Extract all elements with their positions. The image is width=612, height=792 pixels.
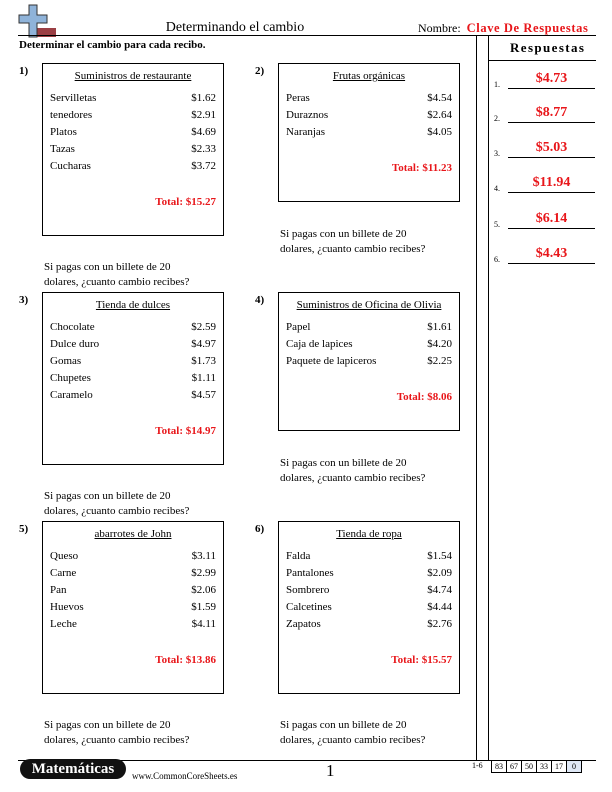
item-price: $2.09 xyxy=(427,567,452,579)
instructions: Determinar el cambio para cada recibo. xyxy=(19,39,206,51)
receipt-title xyxy=(43,299,223,311)
answer-value: $8.77 xyxy=(535,105,568,120)
receipt-line-item xyxy=(50,355,216,369)
question-line-1: Si pagas con un billete de 20 xyxy=(280,228,407,240)
question-line-1: Si pagas con un billete de 20 xyxy=(280,457,407,469)
item-price: $2.76 xyxy=(427,618,452,630)
name-label: Nombre: xyxy=(418,21,461,35)
item-price: $4.05 xyxy=(427,126,452,138)
receipt-box xyxy=(278,63,460,202)
item-price: $4.97 xyxy=(191,338,216,350)
answer-number: 2. xyxy=(494,114,500,123)
item-price: $2.91 xyxy=(191,109,216,121)
receipt-title xyxy=(279,299,459,311)
receipt-title xyxy=(279,70,459,82)
item-name: Gomas xyxy=(50,355,82,367)
item-price: $1.54 xyxy=(427,550,452,562)
item-name: Duraznos xyxy=(286,109,329,121)
answer-value: $6.14 xyxy=(535,211,568,226)
question-line-2: dolares, ¿cuanto cambio recibes? xyxy=(44,276,190,288)
page-number: 1 xyxy=(326,761,335,780)
receipt-total: Total: $15.57 xyxy=(391,654,452,666)
score-cell: 17 xyxy=(551,760,567,773)
item-price: $1.61 xyxy=(427,321,452,333)
item-name: Caramelo xyxy=(50,389,93,401)
answer-value: $4.73 xyxy=(535,71,568,86)
item-price: $2.99 xyxy=(191,567,216,579)
item-price: $4.20 xyxy=(427,338,452,350)
receipt-line-item xyxy=(286,355,452,369)
item-name: tenedores xyxy=(50,109,93,121)
item-name: Tazas xyxy=(50,143,75,155)
question-text xyxy=(44,489,234,519)
receipt-line-item xyxy=(50,584,216,598)
receipt-title-text: Suministros de Oficina de Olivia xyxy=(296,299,442,311)
receipt-title-text: abarrotes de John xyxy=(94,528,172,540)
receipt-line-item xyxy=(50,338,216,352)
item-name: Platos xyxy=(50,126,77,138)
receipt-title-text: Tienda de ropa xyxy=(336,528,402,540)
item-name: Chupetes xyxy=(50,372,91,384)
receipt-line-item xyxy=(50,618,216,632)
receipt-box xyxy=(278,521,460,694)
score-cell: 0 xyxy=(566,760,582,773)
receipt-line-item xyxy=(286,126,452,140)
receipt-line-item xyxy=(286,338,452,352)
item-price: $4.74 xyxy=(427,584,452,596)
answer-line xyxy=(508,263,595,264)
receipt-line-item xyxy=(50,550,216,564)
answer-line xyxy=(508,192,595,193)
item-name: Pan xyxy=(50,584,67,596)
problem-number: 6) xyxy=(255,523,265,535)
item-name: Calcetines xyxy=(286,601,332,613)
answer-column-border-right xyxy=(488,35,489,760)
answer-line xyxy=(508,228,595,229)
receipt-total: Total: $11.23 xyxy=(391,162,452,174)
answer-column-border-left xyxy=(476,35,477,760)
item-name: Queso xyxy=(50,550,79,562)
score-cell: 83 xyxy=(491,760,507,773)
problem-number: 5) xyxy=(19,523,29,535)
receipt-line-item xyxy=(50,126,216,140)
item-price: $2.06 xyxy=(191,584,216,596)
item-name: Chocolate xyxy=(50,321,95,333)
score-cell: 50 xyxy=(521,760,537,773)
receipt-line-item xyxy=(286,92,452,106)
item-name: Paquete de lapiceros xyxy=(286,355,377,367)
receipt-title-text: Frutas orgánicas xyxy=(332,70,406,82)
answer-line xyxy=(508,88,595,89)
answer-number: 1. xyxy=(494,80,500,89)
receipt-title-text: Tienda de dulces xyxy=(95,299,171,311)
receipt-box xyxy=(42,63,224,236)
item-price: $1.62 xyxy=(191,92,216,104)
item-price: $2.64 xyxy=(427,109,452,121)
receipt-title xyxy=(43,70,223,82)
item-name: Dulce duro xyxy=(50,338,100,350)
answer-value: $11.94 xyxy=(532,175,571,190)
question-line-1: Si pagas con un billete de 20 xyxy=(44,719,171,731)
receipt-line-item xyxy=(50,160,216,174)
item-name: Sombrero xyxy=(286,584,330,596)
receipt-box xyxy=(42,292,224,465)
answer-number: 4. xyxy=(494,184,500,193)
question-line-1: Si pagas con un billete de 20 xyxy=(280,719,407,731)
question-text xyxy=(44,718,234,748)
item-price: $1.59 xyxy=(191,601,216,613)
answer-number: 6. xyxy=(494,255,500,264)
item-name: Pantalones xyxy=(286,567,334,579)
item-name: Papel xyxy=(286,321,311,333)
problem-number: 1) xyxy=(19,65,29,77)
answer-value: $5.03 xyxy=(535,140,568,155)
problem-number: 4) xyxy=(255,294,265,306)
item-price: $2.25 xyxy=(427,355,452,367)
problem-number: 2) xyxy=(255,65,265,77)
question-text xyxy=(280,456,470,486)
item-price: $4.54 xyxy=(427,92,452,104)
receipt-line-item xyxy=(50,321,216,335)
receipt-line-item xyxy=(50,372,216,386)
receipt-total: Total: $15.27 xyxy=(155,196,216,208)
item-price: $4.69 xyxy=(191,126,216,138)
score-cell: 33 xyxy=(536,760,552,773)
item-price: $2.59 xyxy=(191,321,216,333)
question-text xyxy=(280,718,470,748)
item-name: Caja de lapices xyxy=(286,338,353,350)
question-text xyxy=(44,260,234,290)
item-name: Leche xyxy=(50,618,77,630)
item-name: Naranjas xyxy=(286,126,326,138)
receipt-line-item xyxy=(50,389,216,403)
site-url: www.CommonCoreSheets.es xyxy=(132,771,238,781)
question-line-2: dolares, ¿cuanto cambio recibes? xyxy=(280,472,426,484)
answers-heading: Respuestas xyxy=(510,40,586,55)
item-price: $4.57 xyxy=(191,389,216,401)
receipt-line-item xyxy=(50,143,216,157)
receipt-title-text: Suministros de restaurante xyxy=(74,70,192,82)
brand-logo: Matemáticas xyxy=(20,759,126,779)
name-value: Clave De Respuestas xyxy=(466,21,589,35)
answer-value: $4.43 xyxy=(535,246,568,261)
page-title: Determinando el cambio xyxy=(165,20,305,35)
item-price: $3.11 xyxy=(191,550,216,562)
receipt-line-item xyxy=(286,550,452,564)
question-text xyxy=(280,227,470,257)
item-price: $2.33 xyxy=(191,143,216,155)
receipt-total: Total: $14.97 xyxy=(155,425,216,437)
receipt-box xyxy=(278,292,460,431)
answer-number: 5. xyxy=(494,220,500,229)
receipt-line-item xyxy=(286,321,452,335)
item-price: $1.11 xyxy=(191,372,216,384)
item-name: Cucharas xyxy=(50,160,91,172)
score-range-label: 1-6 xyxy=(472,761,483,770)
score-cell: 67 xyxy=(506,760,522,773)
receipt-box xyxy=(42,521,224,694)
item-name: Servilletas xyxy=(50,92,97,104)
item-price: $4.44 xyxy=(427,601,452,613)
question-line-2: dolares, ¿cuanto cambio recibes? xyxy=(280,243,426,255)
score-table xyxy=(492,760,582,773)
item-name: Falda xyxy=(286,550,311,562)
item-name: Carne xyxy=(50,567,77,579)
question-line-2: dolares, ¿cuanto cambio recibes? xyxy=(44,734,190,746)
item-price: $1.73 xyxy=(191,355,216,367)
receipt-line-item xyxy=(50,109,216,123)
question-line-1: Si pagas con un billete de 20 xyxy=(44,490,171,502)
receipt-title xyxy=(279,528,459,540)
item-name: Peras xyxy=(286,92,310,104)
item-price: $4.11 xyxy=(191,618,216,630)
receipt-line-item xyxy=(50,601,216,615)
question-line-2: dolares, ¿cuanto cambio recibes? xyxy=(280,734,426,746)
receipt-line-item xyxy=(286,601,452,615)
receipt-total: Total: $13.86 xyxy=(155,654,216,666)
item-name: Zapatos xyxy=(286,618,321,630)
item-name: Huevos xyxy=(50,601,84,613)
header-divider xyxy=(18,35,596,36)
problem-number: 3) xyxy=(19,294,29,306)
answer-number: 3. xyxy=(494,149,500,158)
receipt-total: Total: $8.06 xyxy=(396,391,452,403)
receipt-line-item xyxy=(50,567,216,581)
receipt-line-item xyxy=(50,92,216,106)
answers-heading-divider xyxy=(489,60,596,61)
receipt-line-item xyxy=(286,618,452,632)
question-line-2: dolares, ¿cuanto cambio recibes? xyxy=(44,505,190,517)
name-field xyxy=(418,21,588,36)
receipt-line-item xyxy=(286,584,452,598)
receipt-line-item xyxy=(286,567,452,581)
receipt-title xyxy=(43,528,223,540)
receipt-line-item xyxy=(286,109,452,123)
item-price: $3.72 xyxy=(191,160,216,172)
answer-line xyxy=(508,122,595,123)
answer-line xyxy=(508,157,595,158)
question-line-1: Si pagas con un billete de 20 xyxy=(44,261,171,273)
